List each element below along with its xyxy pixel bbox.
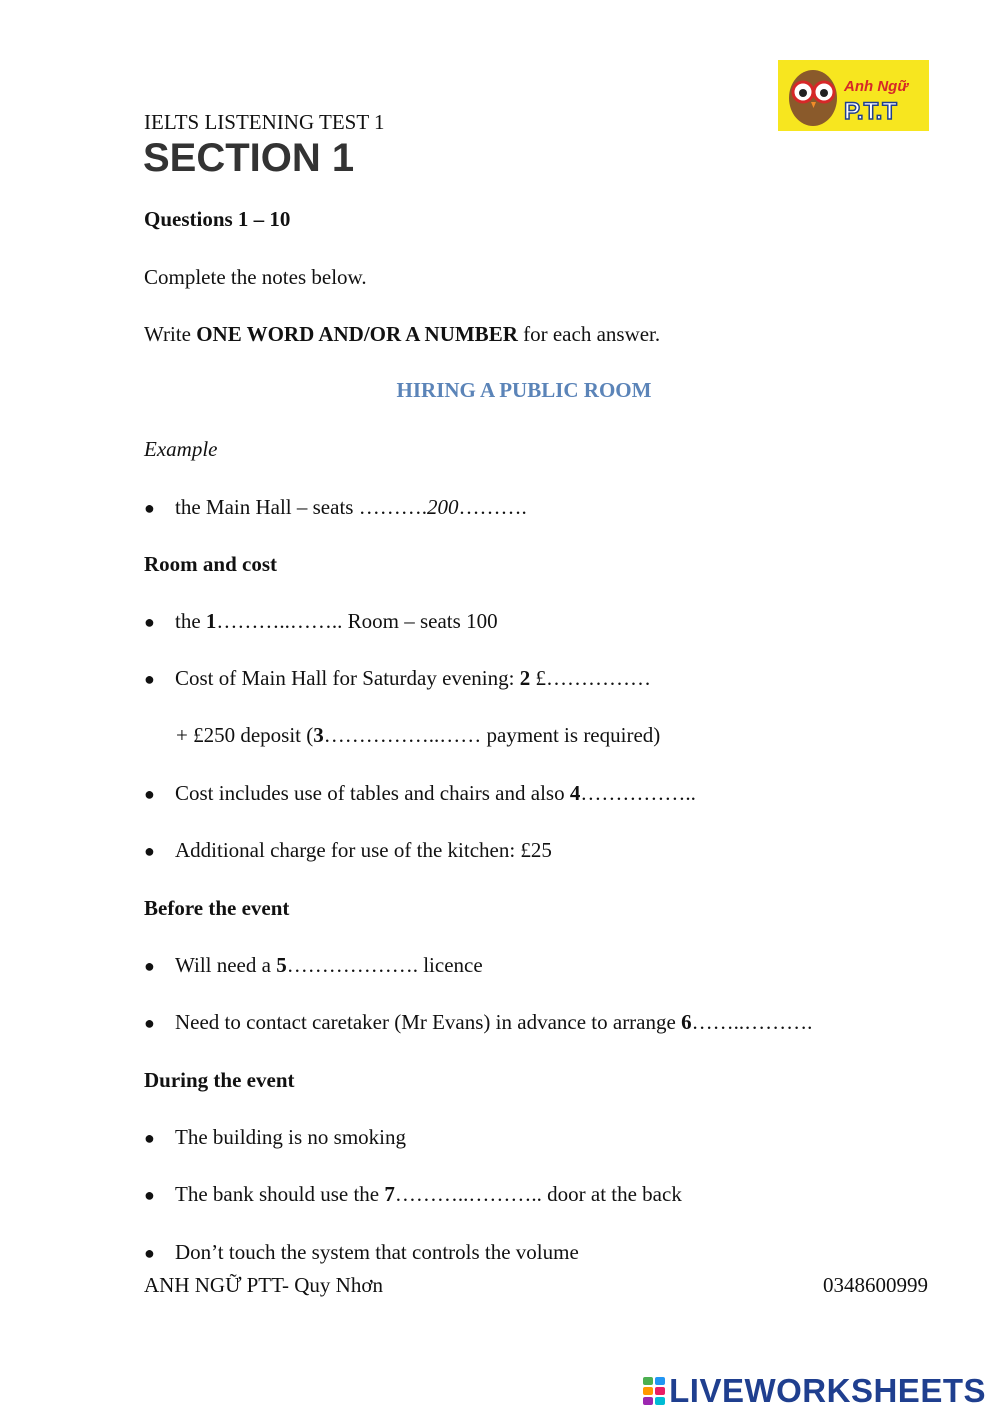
- q7-blank[interactable]: ………..……….. door at the back: [394, 1182, 682, 1206]
- smoking-note: [144, 1124, 406, 1151]
- owl-logo-icon: [778, 60, 929, 131]
- question-4: [144, 780, 696, 807]
- bullet-icon: ●: [144, 498, 155, 518]
- bullet-icon: ●: [144, 1013, 155, 1033]
- section-title: SECTION 1: [143, 136, 355, 180]
- example-answer: 200: [426, 495, 459, 519]
- q5-blank[interactable]: ………………. licence: [286, 953, 483, 977]
- bullet-icon: ●: [144, 1128, 155, 1148]
- footer-phone: 0348600999: [823, 1273, 928, 1297]
- write-prefix: Write: [144, 322, 197, 346]
- kitchen-text: Additional charge for use of the kitchen: £25: [175, 838, 552, 862]
- bullet-icon: ●: [144, 1185, 155, 1205]
- write-suffix: for each answer.: [517, 322, 661, 346]
- svg-text:P.T.T: P.T.T: [844, 98, 897, 125]
- q7-number: 7: [384, 1182, 395, 1206]
- q4-blank[interactable]: ……………..: [580, 781, 696, 805]
- room-cost-heading: Room and cost: [144, 552, 278, 576]
- q2-number: 2: [519, 666, 531, 690]
- q7-prefix: The bank should use the: [175, 1182, 385, 1206]
- write-bold: ONE WORD AND/OR A NUMBER: [196, 322, 518, 346]
- bullet-icon: ●: [144, 784, 155, 804]
- question-3: [176, 722, 660, 748]
- q1-prefix: the: [175, 609, 206, 633]
- before-event-heading: Before the event: [144, 896, 290, 920]
- q3-blank[interactable]: ……………..…… payment is required): [323, 723, 661, 747]
- question-7: [144, 1181, 682, 1208]
- bullet-icon: ●: [144, 956, 155, 976]
- example-prefix: the Main Hall – seats ……….: [175, 495, 427, 519]
- bullet-icon: ●: [144, 841, 155, 861]
- q4-number: 4: [569, 781, 581, 805]
- example-label: Example: [144, 437, 218, 461]
- bullet-icon: ●: [144, 612, 155, 632]
- during-event-heading: During the event: [144, 1068, 295, 1092]
- svg-text:Anh Ngữ: Anh Ngữ: [844, 78, 909, 95]
- footer-school: ANH NGỮ PTT- Quy Nhơn: [144, 1273, 383, 1297]
- test-label: IELTS LISTENING TEST 1: [144, 110, 385, 134]
- question-5: [144, 952, 483, 979]
- q2-blank[interactable]: £……………: [530, 666, 651, 690]
- bullet-icon: ●: [144, 669, 155, 689]
- volume-text: Don’t touch the system that controls the volume: [175, 1240, 579, 1264]
- notes-title: HIRING A PUBLIC ROOM: [396, 378, 652, 402]
- example-suffix: ……….: [458, 495, 527, 519]
- logo: [778, 60, 929, 131]
- kitchen-note: [144, 837, 552, 864]
- q3-number: 3: [313, 723, 324, 747]
- question-1: [144, 608, 498, 635]
- q1-number: 1: [205, 609, 217, 633]
- question-6: [144, 1009, 812, 1036]
- bullet-icon: ●: [144, 1243, 155, 1263]
- q2-prefix: Cost of Main Hall for Saturday evening:: [175, 666, 520, 690]
- liveworksheets-text: LIVEWORKSHEETS: [669, 1372, 986, 1409]
- q6-number: 6: [681, 1010, 692, 1034]
- liveworksheets-brand[interactable]: [643, 1372, 986, 1410]
- liveworksheets-icon: [643, 1377, 665, 1405]
- q5-number: 5: [276, 953, 287, 977]
- q1-blank[interactable]: ………..…….. Room – seats 100: [216, 609, 498, 633]
- instruction-complete: Complete the notes below.: [144, 265, 367, 289]
- q6-prefix: Need to contact caretaker (Mr Evans) in advance to arrange: [175, 1010, 682, 1034]
- smoking-text: The building is no smoking: [175, 1125, 406, 1149]
- instruction-write: [144, 321, 660, 347]
- q4-prefix: Cost includes use of tables and chairs and also: [175, 781, 570, 805]
- volume-note: [144, 1239, 579, 1266]
- q6-blank[interactable]: ……..……….: [691, 1010, 813, 1034]
- question-2: [144, 665, 651, 692]
- q3-prefix: + £250 deposit (: [176, 723, 314, 747]
- questions-range: Questions 1 – 10: [144, 207, 291, 231]
- q5-prefix: Will need a: [175, 953, 277, 977]
- example-item: [144, 494, 527, 521]
